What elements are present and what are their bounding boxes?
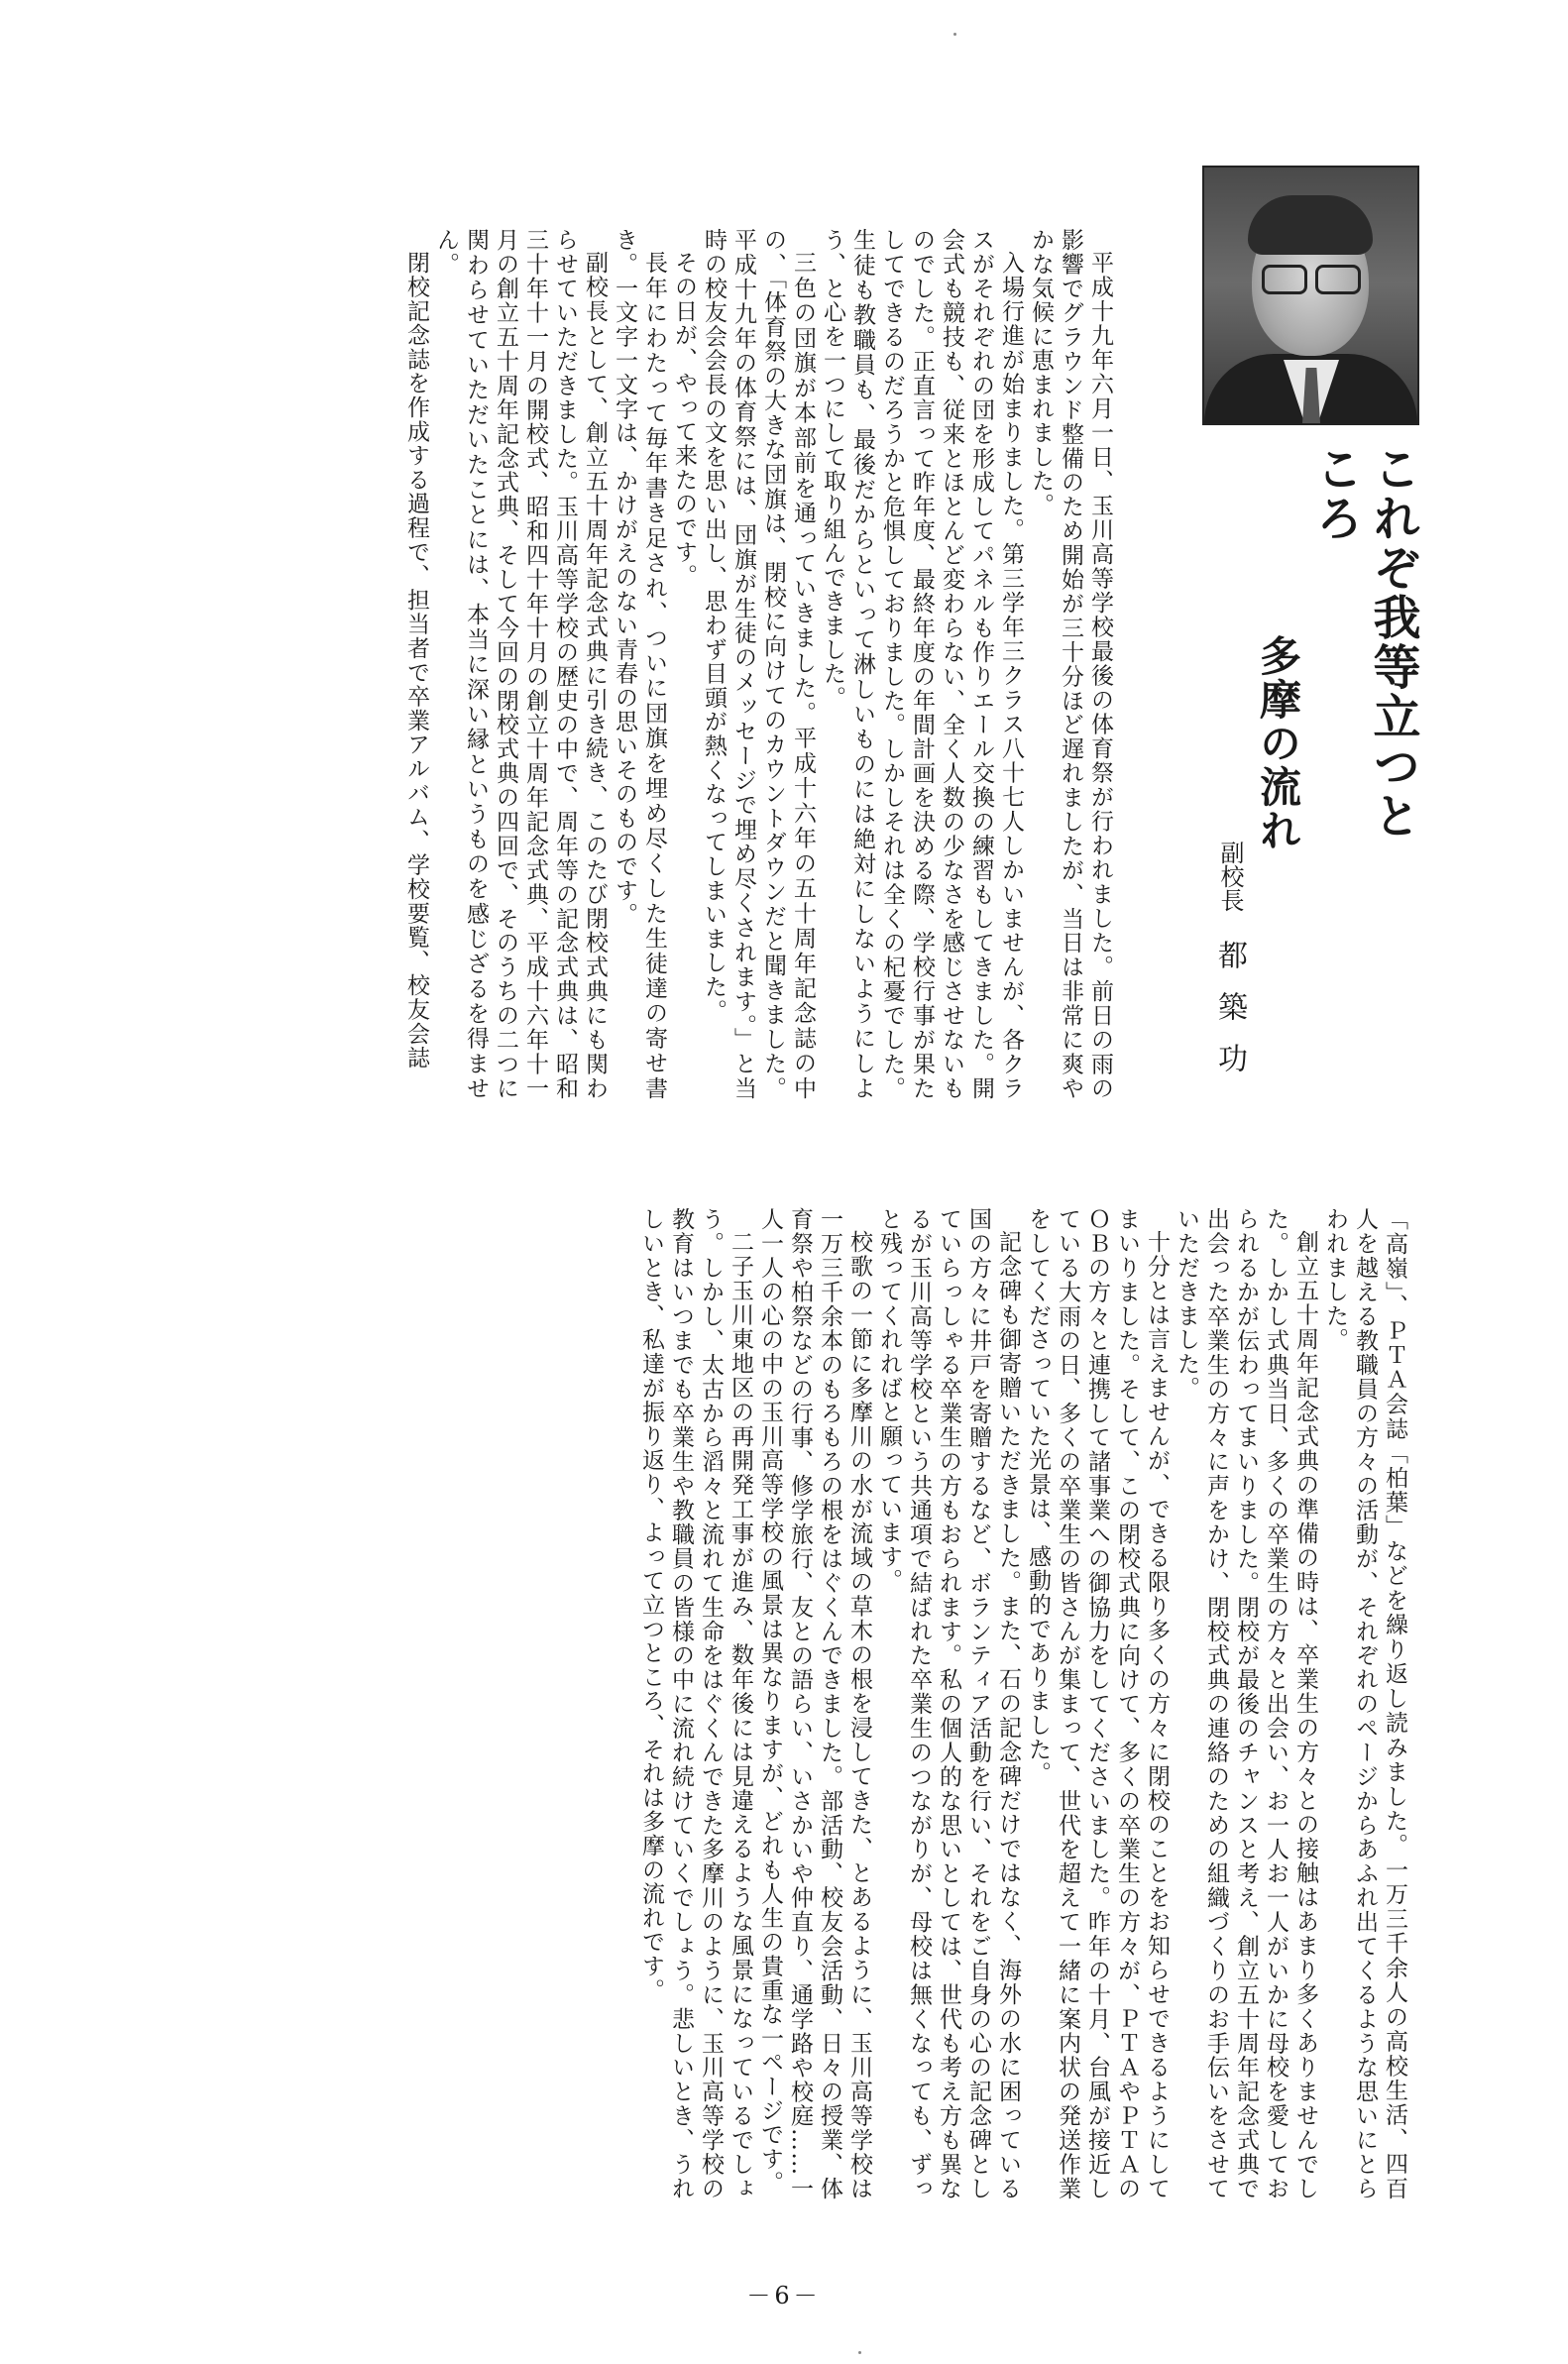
paragraph: 十分とは言えませんが、できる限り多くの方々に閉校のことをお知らせできるようにしてまいりました。そして、この閉校式典に向けて、多くの卒業生の方々が、ＰＴＡやＰＴＡのＯＢの方々と連携して諸事業への御協力をしてくださいました。昨年の十月、台風が接近している大雨の日、多くの卒業生の皆さんが集まって、世代を超えて一緒に案内状の発送作業をしてくださっていた光景は、感動的でありました。: [1025, 1207, 1170, 2200]
paragraph: 二子玉川東地区の再開発工事が進み、数年後には見違えるような風景になっているでしょう。しかし、太古から滔々と流れて生命をはぐくんできた多摩川のように、玉川高等学校の教育はいつまでも卒業生や教職員の皆様の中に流れ続けていくでしょう。悲しいとき、うれしいとき、私達が振り返り、よって立つところ、それは多摩の流れです。: [638, 1207, 753, 2200]
author-role: 副校長: [1216, 841, 1244, 912]
page-number: －6－: [746, 2282, 822, 2309]
paragraph: 校歌の一節に多摩川の水が流域の草木の根を浸してきた、とあるように、玉川高等学校は一万三千余本のもろもろの根をはぐくんできました。部活動、校友会活動、日々の授業、体育祭や柏祭などの行事、修学旅行、友との語らい、いさかいや仲直り、通学路や校庭……一人一人の心の中の玉川高等学校の風景は異なりますが、どれも人生の貴重な一ページです。: [757, 1207, 872, 2200]
portrait-hair: [1248, 195, 1373, 255]
paragraph: 副校長として、創立五十周年記念式典に引き続き、このたび閉校式典にも関わらせていただきました。玉川高等学校の歴史の中で、周年等の記念式典は、昭和三十年十一月の開校式、昭和四十年十月の創立十周年記念式典、平成十六年十一月の創立五十周年記念式典、そして今回の閉校式典の四回で、そのうちの二つに関わらせていただいたことには、本当に深い縁というものを感じざるを得ません。: [433, 228, 608, 1100]
upper-text-block: [159, 228, 1115, 1100]
paragraph: 平成十九年六月一日、玉川高等学校最後の体育祭が行われました。前日の雨の影響でグラウンド整備のため開始が三十分ほど遅れましたが、当日は非常に爽やかな気候に恵まれました。: [1028, 228, 1113, 1100]
paragraph: 閉校記念誌を作成する過程で、担当者で卒業アルバム、学校要覧、校友会誌: [403, 251, 429, 1070]
scan-speck: [858, 2351, 861, 2354]
paragraph: 創立五十周年記念式典の準備の時は、卒業生の方々との接触はあまり多くありませんでした。しかし式典当日、多くの卒業生の方々と出会い、お一人お一人がいかに母校を愛しておられるかが伝わってまいりました。閉校が最後のチャンスと考え、創立五十周年記念式典で出会った卒業生の方々に声をかけ、閉校式典の連絡のための組織づくりのお手伝いをさせていただきました。: [1174, 1207, 1318, 2200]
paragraph: 「高嶺」、ＰＴＡ会誌「柏葉」などを繰り返し読みました。一万三千余人の高校生活、四百人を越える教職員の方々の活動が、それぞれのページからあふれ出てくるような思いにとらわれました。: [1322, 1207, 1407, 2200]
scan-speck: [953, 33, 956, 36]
article-title: これぞ我等立つところ: [1307, 444, 1420, 841]
paragraph: 長年にわたって毎年書き足され、ついに団旗を埋め尽くした生徒達の寄せ書き。一文字一文字は、かけがえのない青春の思いそのものです。: [612, 228, 667, 1100]
author-name: 都築功: [1212, 940, 1247, 1094]
paragraph: 記念碑も御寄贈いただきました。また、石の記念碑だけではなく、海外の水に困っている国の方々に井戸を寄贈するなど、ボランティア活動を行い、それをご自身の心の記念碑としていらっしゃる卒業生の方もおられます。私の個人的な思いとしては、世代も考え方も異なるが玉川高等学校という共通項で結ばれた卒業生のつながりが、母校は無くなっても、ずっと残ってくれればと願っています。: [876, 1207, 1021, 2200]
paragraph: その日が、やって来たのです。: [671, 251, 697, 589]
paragraph: 三色の団旗が本部前を通っていきました。平成十六年の五十周年記念誌の中の、「体育祭の大きな団旗は、閉校に向けてのカウントダウンだと聞きました。平成十九年の体育祭には、団旗が生徒のメッセージで埋め尽くされます。」と当時の校友会会長の文を思い出し、思わず目頭が熱くなってしまいました。: [701, 228, 816, 1100]
article-subtitle: 多摩の流れ: [1254, 634, 1302, 852]
paragraph: 入場行進が始まりました。第三学年三クラス八十七人しかいませんが、各クラスがそれぞれの団を形成してパネルも作りエール交換の練習もしてきました。開会式も競技も、従来とほとんど変わらない、全く人数の少なさを感じさせないものでした。正直言って昨年度、最終年度の年間計画を決める際、学校行事が果たしてできるのだろうかと危惧しておりました。しかしそれは全くの杞憂でした。生徒も教職員も、最後だからといって淋しいものには絶対にしないようにしよう、と心を一つにして取り組んできました。: [820, 228, 1024, 1100]
lower-text-block: [198, 1207, 1409, 2200]
author-portrait-photo: [1202, 166, 1419, 425]
portrait-glasses-icon: [1262, 265, 1361, 290]
